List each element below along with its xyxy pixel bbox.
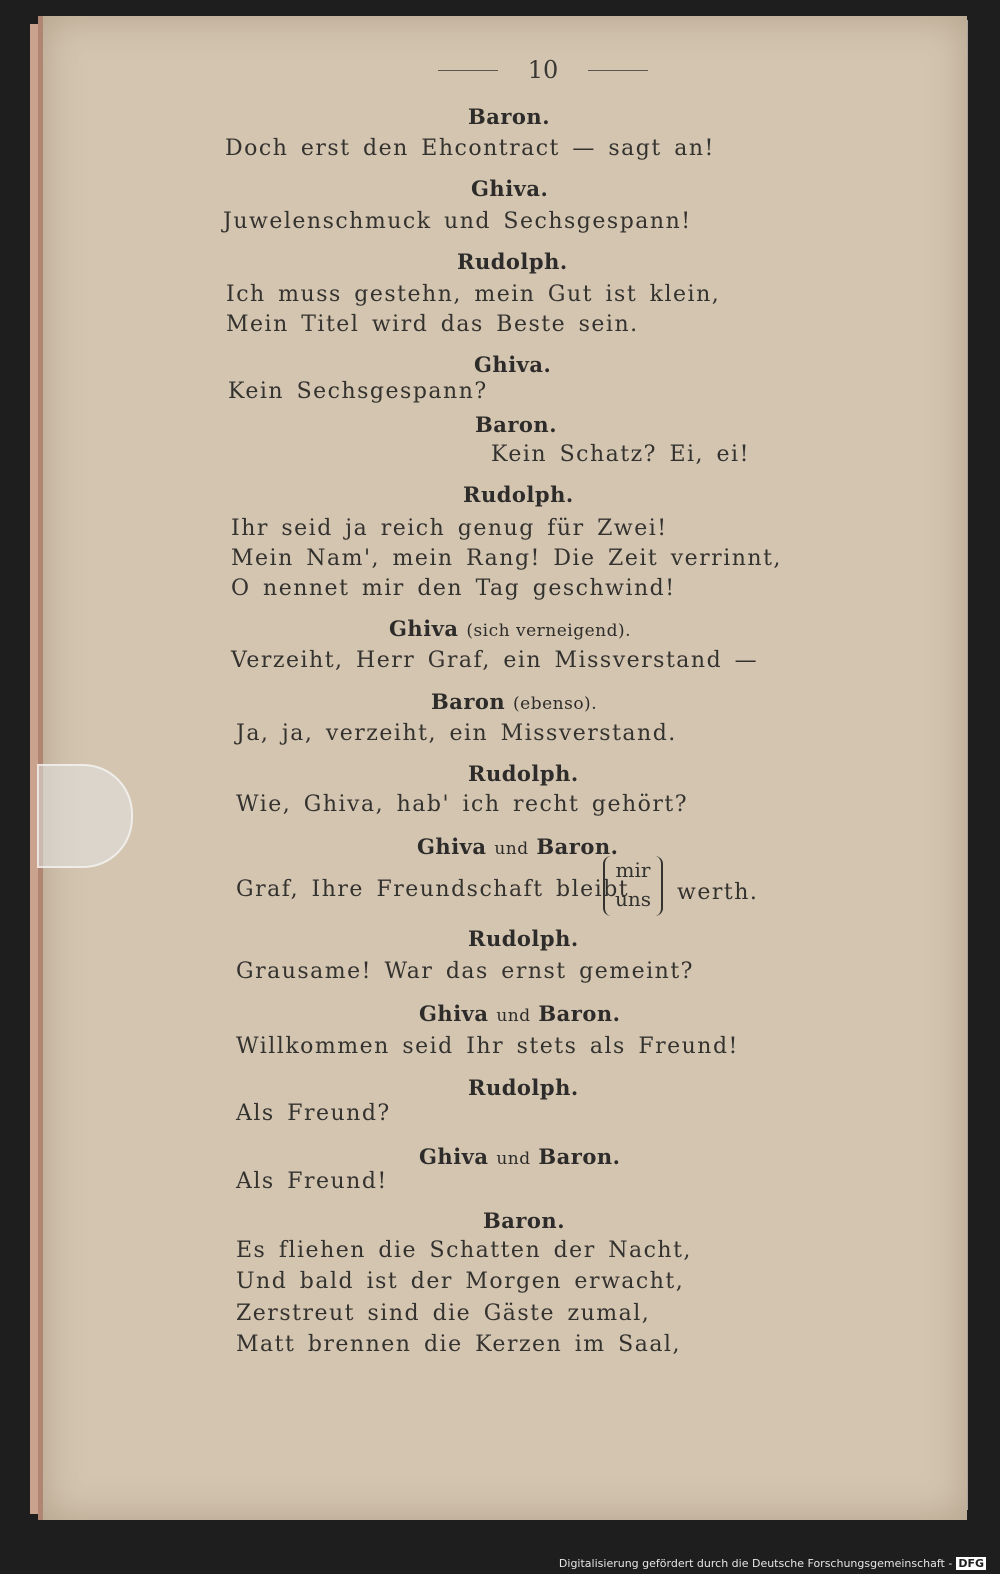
- speaker-rudolph: Rudolph.: [468, 1075, 579, 1100]
- footer-text: Digitalisierung gefördert durch die Deutsche Forschungsgemeinschaft -: [558, 1557, 953, 1570]
- verse-line: Juwelenschmuck und Sechsgespann!: [223, 209, 692, 234]
- page-number: [438, 56, 648, 86]
- verse-line: Doch erst den Ehcontract — sagt an!: [225, 136, 715, 161]
- verse-line: Graf, Ihre Freundschaft bleibt: [236, 877, 630, 902]
- stage-direction: (sich verneigend).: [466, 621, 632, 641]
- speaker-baron: Baron.: [475, 412, 558, 437]
- verse-line: Wie, Ghiva, hab' ich recht gehört?: [236, 792, 689, 817]
- speaker-rudolph: Rudolph.: [463, 482, 574, 507]
- speaker-ghiva: Ghiva.: [474, 352, 552, 377]
- verse-line: Als Freund?: [236, 1101, 391, 1126]
- verse-line: Ja, ja, verzeiht, ein Missverstand.: [236, 721, 677, 746]
- speaker-name: Ghiva: [417, 834, 487, 859]
- speaker-name: Baron.: [538, 1144, 621, 1169]
- speaker-name: Baron.: [536, 834, 619, 859]
- verse-line: Mein Titel wird das Beste sein.: [226, 312, 639, 337]
- speaker-rudolph: Rudolph.: [457, 249, 568, 274]
- book-page: [38, 16, 967, 1520]
- verse-line: O nennet mir den Tag geschwind!: [231, 576, 676, 601]
- verse-line: Kein Schatz? Ei, ei!: [491, 442, 750, 467]
- speaker-name: Baron: [431, 689, 506, 714]
- page-number-rule-left: [438, 70, 498, 71]
- verse-line: Verzeiht, Herr Graf, ein Missverstand —: [231, 648, 759, 673]
- speaker-baron: Baron.: [468, 104, 551, 129]
- verse-line: Es fliehen die Schatten der Nacht,: [236, 1238, 692, 1263]
- verse-line: Grausame! War das ernst gemeint?: [236, 959, 694, 984]
- page-number-rule-right: [588, 70, 648, 71]
- verse-line: Als Freund!: [236, 1169, 388, 1194]
- speaker-conjunction: und: [496, 1149, 531, 1169]
- verse-line-end: werth.: [677, 880, 759, 905]
- speaker-conjunction: und: [494, 839, 529, 859]
- stage-direction: (ebenso).: [513, 694, 598, 714]
- speaker-conjunction: und: [496, 1006, 531, 1026]
- speaker-ghiva-direction: [389, 616, 631, 641]
- dfg-logo: DFG: [958, 1557, 984, 1570]
- verse-line: Mein Nam', mein Rang! Die Zeit verrinnt,: [231, 546, 782, 571]
- footer-attribution: [559, 1557, 986, 1570]
- speaker-name: Ghiva: [419, 1144, 489, 1169]
- verse-line: Matt brennen die Kerzen im Saal,: [236, 1332, 681, 1357]
- speaker-baron-direction: [431, 689, 597, 714]
- verse-line: Zerstreut sind die Gäste zumal,: [236, 1301, 651, 1326]
- page-clip: [37, 764, 133, 868]
- page-number-text: 10: [527, 56, 559, 84]
- brace-option: mir: [615, 858, 651, 882]
- speaker-ghiva-und-baron: [419, 1001, 620, 1026]
- verse-line: Kein Sechsgespann?: [228, 379, 488, 404]
- verse-line: Willkommen seid Ihr stets als Freund!: [236, 1034, 739, 1059]
- speaker-ghiva-und-baron: [417, 834, 618, 859]
- verse-line: Und bald ist der Morgen erwacht,: [236, 1269, 685, 1294]
- speaker-name: Baron.: [538, 1001, 621, 1026]
- speaker-ghiva: Ghiva.: [471, 176, 549, 201]
- speaker-ghiva-und-baron: [419, 1144, 620, 1169]
- speaker-name: Ghiva: [419, 1001, 489, 1026]
- speaker-name: Ghiva: [389, 616, 459, 641]
- verse-line: Ihr seid ja reich genug für Zwei!: [231, 516, 668, 541]
- verse-line: Ich muss gestehn, mein Gut ist klein,: [226, 282, 721, 307]
- speaker-rudolph: Rudolph.: [468, 926, 579, 951]
- speaker-rudolph: Rudolph.: [468, 761, 579, 786]
- brace-options: [603, 856, 663, 916]
- speaker-baron: Baron.: [483, 1208, 566, 1233]
- brace-option: uns: [614, 887, 652, 911]
